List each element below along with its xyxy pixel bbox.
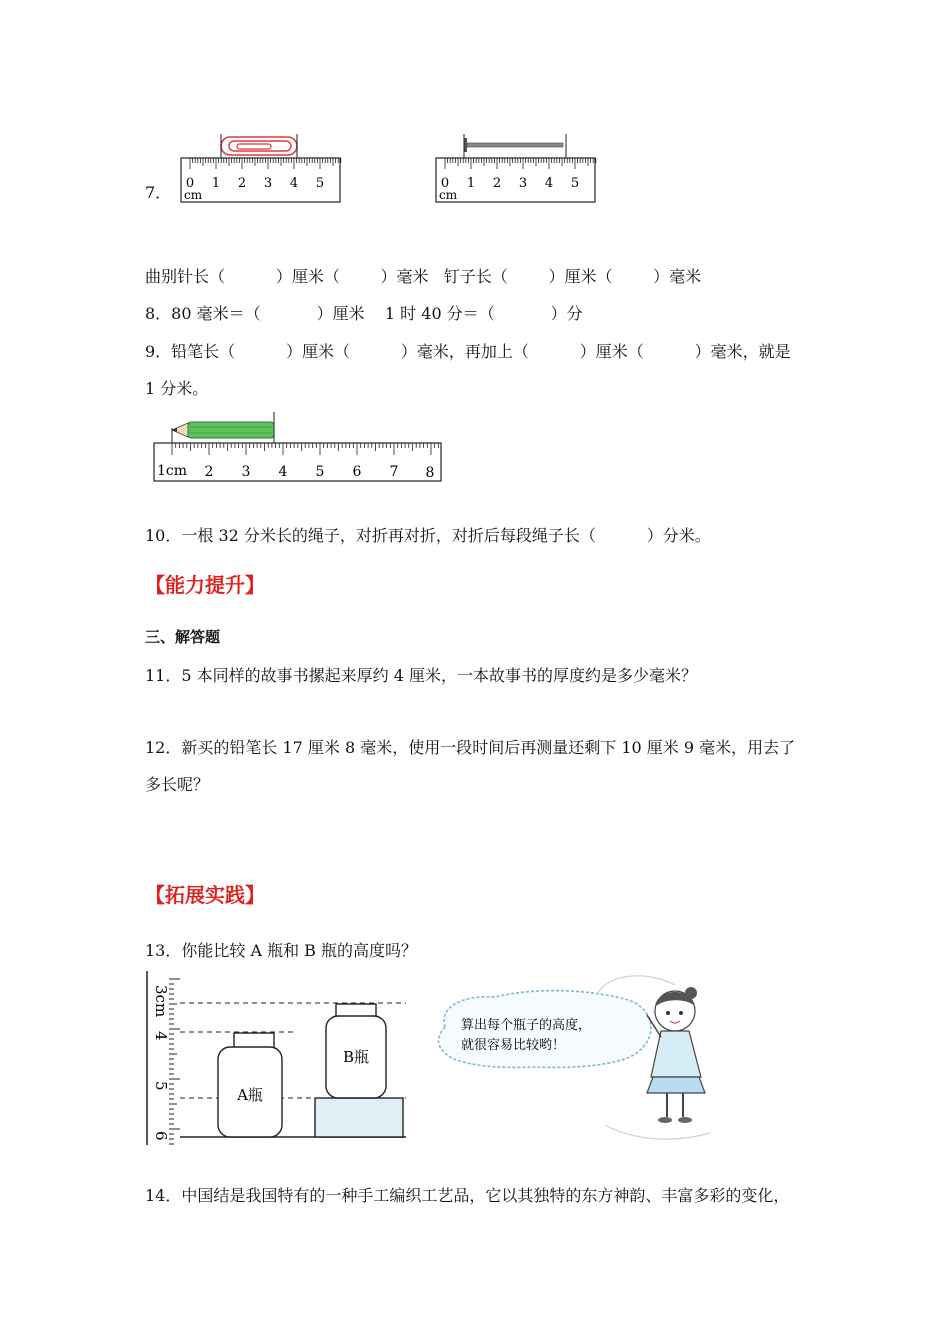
section-title-expand: 【拓展实践】 xyxy=(145,883,265,907)
bubble-text-1: 算出每个瓶子的高度， xyxy=(461,1018,592,1033)
bottles-figure xyxy=(140,965,415,1147)
ruler-label: 4 xyxy=(289,176,299,191)
ruler-label: 5 xyxy=(315,464,325,480)
q9-line2: 1 分米。 xyxy=(145,379,209,398)
ruler-label: 2 xyxy=(237,176,247,191)
ruler-label: 0 xyxy=(440,176,450,191)
bottle-a xyxy=(218,1033,282,1137)
ruler-label: 6 xyxy=(352,464,362,480)
girl-illustration xyxy=(425,965,715,1145)
ruler-label: 4 xyxy=(544,176,554,191)
ruler-label: 3 xyxy=(241,464,251,480)
q10-text: 10．一根 32 分米长的绳子，对折再对折，对折后每段绳子长（ ）分米。 xyxy=(145,526,711,545)
bottle-b-label: B瓶 xyxy=(342,1048,370,1066)
ruler-label: 5 xyxy=(315,176,325,191)
ruler-unit: cm xyxy=(184,188,203,202)
ruler-label: 3 xyxy=(518,176,528,191)
ruler-label: 2 xyxy=(204,464,214,480)
part-title-answers: 三、解答题 xyxy=(145,628,221,646)
paperclip-icon xyxy=(221,134,297,158)
ruler-unit: cm xyxy=(439,188,458,202)
ruler-label: 6 xyxy=(152,1131,170,1141)
q7-number: 7． xyxy=(145,183,172,202)
block xyxy=(315,1098,403,1137)
q12-line2: 多长呢？ xyxy=(145,775,210,794)
ruler-label: 3 xyxy=(263,176,273,191)
q8-text: 8．80 毫米＝（ ）厘米 1 时 40 分＝（ ）分 xyxy=(145,304,583,323)
ruler-label: 5 xyxy=(152,1081,170,1091)
ruler-label: 7 xyxy=(389,464,399,480)
ruler-pencil-figure xyxy=(150,408,445,486)
ruler-paperclip-figure xyxy=(180,130,345,205)
ruler-nail-figure xyxy=(435,130,600,205)
ruler-label: 1cm xyxy=(156,463,188,479)
ruler-label: 8 xyxy=(425,465,435,481)
ruler-label: 1 xyxy=(211,176,221,191)
ruler-label: 5 xyxy=(570,176,580,191)
ruler-label: 2 xyxy=(492,176,502,191)
ruler-label: 1 xyxy=(466,176,476,191)
q14-text: 14．中国结是我国特有的一种手工编织工艺品，它以其独特的东方神韵、丰富多彩的变化， xyxy=(145,1186,790,1205)
ruler-label: 4 xyxy=(278,464,288,480)
q11-text: 11．5 本同样的故事书摞起来厚约 4 厘米，一本故事书的厚度约是多少毫米？ xyxy=(145,666,697,685)
q9-line1: 9．铅笔长（ ）厘米（ ）毫米，再加上（ ）厘米（ ）毫米，就是 xyxy=(145,342,791,361)
ruler-label: 3cm xyxy=(152,985,170,1018)
section-title-ability: 【能力提升】 xyxy=(145,573,265,597)
nail-icon xyxy=(464,134,566,158)
pencil-icon xyxy=(172,412,274,443)
bubble-text-2: 就很容易比较哟！ xyxy=(461,1038,566,1053)
ruler-label: 0 xyxy=(185,176,195,191)
q13-text: 13．你能比较 A 瓶和 B 瓶的高度吗？ xyxy=(145,941,418,960)
ruler-label: 4 xyxy=(152,1031,170,1041)
bottle-a-label: A瓶 xyxy=(237,1086,263,1104)
q7-answer-line: 曲别针长（ ）厘米（ ）毫米 钉子长（ ）厘米（ ）毫米 xyxy=(145,267,702,286)
q12-line1: 12．新买的铅笔长 17 厘米 8 毫米，使用一段时间后再测量还剩下 10 厘米 9 毫米，用去了 xyxy=(145,738,796,757)
